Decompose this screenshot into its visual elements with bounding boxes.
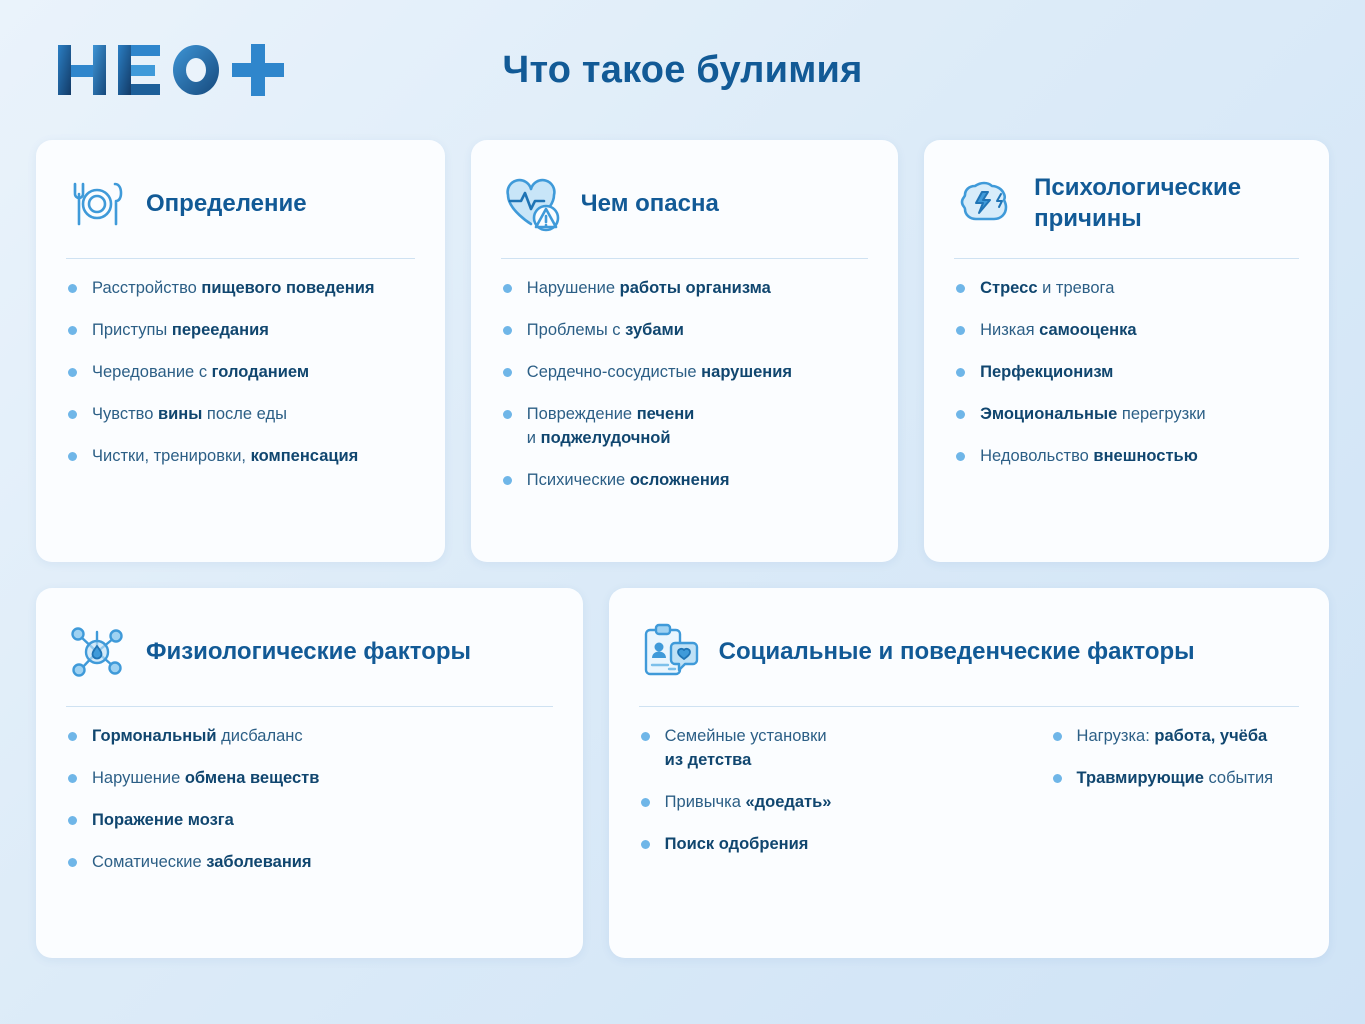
card-title: Социальные и поведенческие факторы: [718, 637, 1195, 665]
list-item: Соматические заболевания: [66, 851, 553, 875]
molecule-icon: [66, 621, 128, 683]
card-title: Физиологические факторы: [146, 637, 472, 665]
divider: [501, 258, 868, 259]
social-columns: [639, 725, 1299, 875]
social-list-left: [639, 725, 1005, 875]
list-item: Сердечно-сосудистые нарушения: [501, 361, 868, 385]
clipboard-person-heart-icon: [639, 621, 701, 683]
list-item: Стресс и тревога: [954, 277, 1299, 301]
list-item: Семейные установки из детства: [639, 725, 1005, 773]
card-header: [66, 614, 553, 690]
list-item: Недовольство внешностью: [954, 445, 1299, 469]
card-header: [66, 166, 415, 242]
list-item: Проблемы с зубами: [501, 319, 868, 343]
card-title: Определение: [146, 189, 307, 217]
list-item: Чистки, тренировки, компенсация: [66, 445, 415, 469]
list-item: Нагрузка: работа, учёба: [1051, 725, 1299, 749]
brain-lightning-icon: [954, 173, 1016, 235]
cards-row-bottom: [36, 588, 1329, 958]
list-item: Поражение мозга: [66, 809, 553, 833]
list-item: Чувство вины после еды: [66, 403, 415, 427]
list-item: Повреждение печени и поджелудочной: [501, 403, 868, 451]
card-header: [954, 166, 1299, 242]
card-definition: [36, 140, 445, 562]
card-social: [609, 588, 1329, 958]
social-list-right: [1051, 725, 1299, 875]
physiological-list: [66, 725, 553, 875]
card-title: Психологические причины: [1034, 174, 1242, 232]
card-header: [639, 614, 1299, 690]
list-item: Расстройство пищевого поведения: [66, 277, 415, 301]
list-item: Приступы переедания: [66, 319, 415, 343]
heart-pulse-warning-icon: [501, 173, 563, 235]
list-item: Низкая самооценка: [954, 319, 1299, 343]
definition-list: [66, 277, 415, 469]
list-item: Психические осложнения: [501, 469, 868, 493]
page-title: Что такое булимия: [502, 48, 863, 91]
divider: [66, 706, 553, 707]
card-physiological: [36, 588, 583, 958]
psychological-list: [954, 277, 1299, 469]
danger-list: [501, 277, 868, 493]
list-item: Чередование с голоданием: [66, 361, 415, 385]
list-item: Эмоциональные перегрузки: [954, 403, 1299, 427]
list-item: Нарушение обмена веществ: [66, 767, 553, 791]
list-item: Травмирующие события: [1051, 767, 1299, 791]
header: [36, 0, 1329, 140]
card-danger: [471, 140, 898, 562]
card-title: Чем опасна: [580, 189, 719, 217]
cutlery-plate-icon: [66, 173, 128, 235]
card-psychological: [924, 140, 1329, 562]
list-item: Нарушение работы организма: [501, 277, 868, 301]
list-item: Гормональный дисбаланс: [66, 725, 553, 749]
cards-row-top: [36, 140, 1329, 562]
list-item: Поиск одобрения: [639, 833, 1005, 857]
list-item: Привычка «доедать»: [639, 791, 1005, 815]
divider: [639, 706, 1299, 707]
card-header: [501, 166, 868, 242]
list-item: Перфекционизм: [954, 361, 1299, 385]
divider: [66, 258, 415, 259]
divider: [954, 258, 1299, 259]
